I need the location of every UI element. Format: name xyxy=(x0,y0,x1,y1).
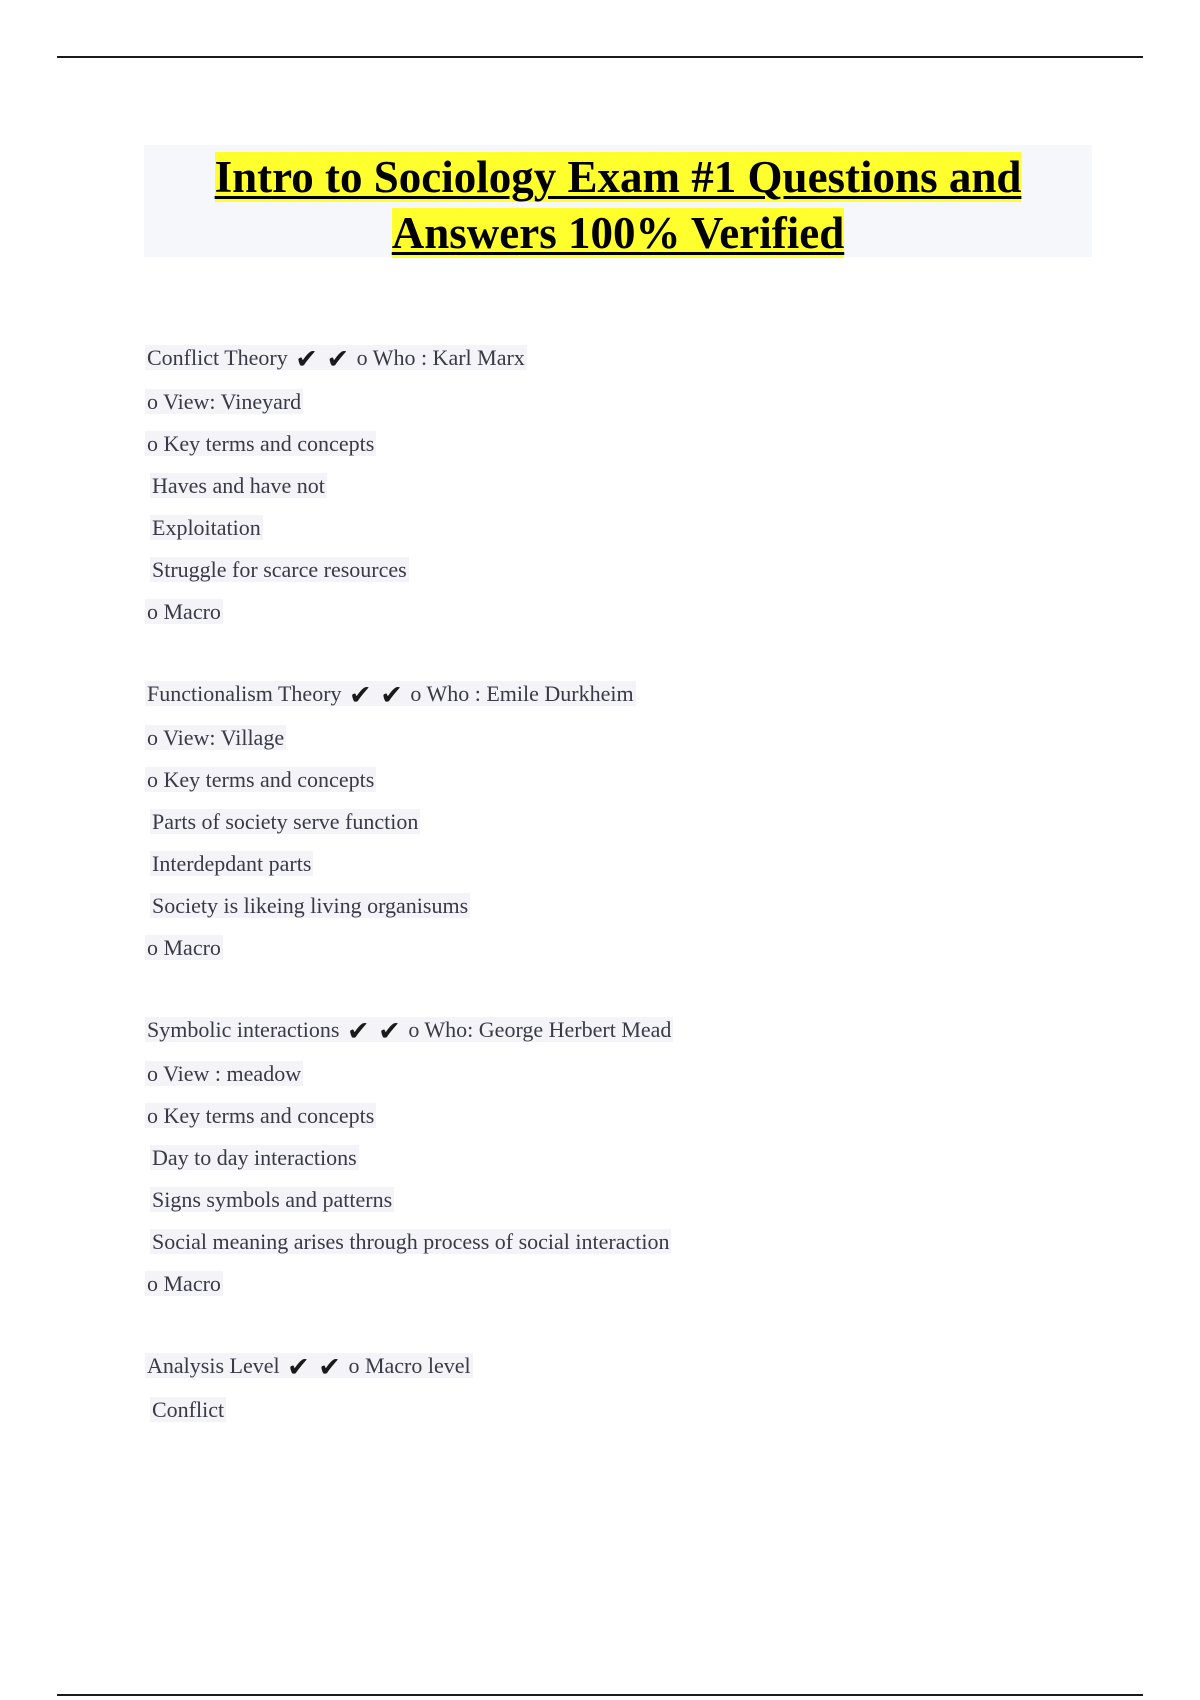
answer-detail: Day to day interactions xyxy=(152,1145,357,1170)
bottom-rule xyxy=(57,1694,1143,1696)
check-icon: ✔ ✔ xyxy=(287,1352,341,1383)
question-term: Analysis Level xyxy=(147,1353,280,1378)
question-line xyxy=(145,1012,1045,1056)
answer-detail: Social meaning arises through process of social interaction xyxy=(152,1229,670,1254)
answer-detail: Haves and have not xyxy=(152,473,325,498)
question-line xyxy=(145,340,1045,384)
question-card xyxy=(145,340,1045,636)
document-title: Intro to Sociology Exam #1 Questions and Answers 100% Verified xyxy=(214,152,1022,258)
question-line xyxy=(145,1348,1045,1392)
question-card xyxy=(145,1348,1045,1434)
answer-item: o Macro xyxy=(147,1271,221,1296)
answer-item: o Key terms and concepts xyxy=(147,767,375,792)
answer-item: o View: Vineyard xyxy=(147,389,302,414)
answer-detail: Parts of society serve function xyxy=(152,809,419,834)
answer-item: o Key terms and concepts xyxy=(147,1103,375,1128)
top-rule xyxy=(57,56,1143,58)
answer-detail: Struggle for scarce resources xyxy=(152,557,407,582)
question-term: Symbolic interactions xyxy=(147,1017,340,1042)
answer-item: o Macro xyxy=(147,935,221,960)
check-icon: ✔ ✔ xyxy=(349,680,403,711)
check-icon: ✔ ✔ xyxy=(295,344,350,375)
answer-detail: Exploitation xyxy=(152,515,261,540)
question-card xyxy=(145,1012,1045,1308)
answer-detail: Conflict xyxy=(152,1397,225,1422)
answer-detail: Society is likeing living organisums xyxy=(152,893,469,918)
title-banner xyxy=(144,145,1092,257)
question-card xyxy=(145,676,1045,972)
answer-lead: o Macro level xyxy=(348,1353,471,1378)
check-icon: ✔ ✔ xyxy=(346,1016,401,1047)
answer-detail: Signs symbols and patterns xyxy=(152,1187,393,1212)
answer-detail: Interdepdant parts xyxy=(152,851,312,876)
question-term: Functionalism Theory xyxy=(147,681,342,706)
answer-item: o View : meadow xyxy=(147,1061,302,1086)
question-list xyxy=(145,340,1045,1474)
question-term: Conflict Theory xyxy=(147,345,288,370)
answer-lead: o Who : Karl Marx xyxy=(356,345,525,370)
answer-lead: o Who : Emile Durkheim xyxy=(410,681,634,706)
answer-lead: o Who: George Herbert Mead xyxy=(408,1017,672,1042)
answer-item: o Macro xyxy=(147,599,221,624)
answer-item: o View: Village xyxy=(147,725,285,750)
answer-item: o Key terms and concepts xyxy=(147,431,375,456)
question-line xyxy=(145,676,1045,720)
